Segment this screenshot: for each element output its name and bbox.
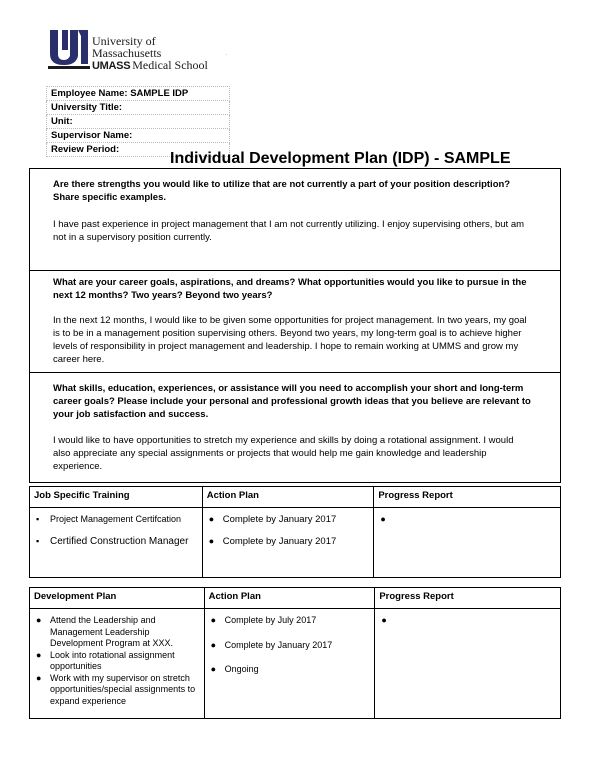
logo-text xyxy=(92,35,208,72)
logo-bar xyxy=(48,66,90,69)
bullet-icon: ▪ xyxy=(36,514,40,524)
list-item: ● Attend the Leadership and Management Leadership Development Program at XXX. xyxy=(36,615,174,648)
list-item: ● Complete by January 2017 xyxy=(208,535,337,547)
question-2: What are your career goals, aspirations, and dreams? What opportunities would you like to pursue in the next 12 months? Two years? Beyond two years? xyxy=(53,277,527,301)
bullet-icon: ● xyxy=(210,664,217,674)
bullet-icon: ● xyxy=(210,615,217,625)
bullet-icon: ● xyxy=(210,639,217,650)
list-item: ● Complete by January 2017 xyxy=(208,514,337,525)
list-item: ● Work with my supervisor on stretch opportunities/special assignments to expand experience xyxy=(36,672,196,706)
list-item: ● Ongoing xyxy=(210,664,259,674)
document-title: Individual Development Plan (IDP) - SAMPLE xyxy=(170,150,511,167)
supervisor-name-field: Supervisor Name: xyxy=(47,129,230,143)
logo-line-1: University of xyxy=(92,34,156,48)
employee-name-field: Employee Name: SAMPLE IDP xyxy=(47,87,230,101)
list-item: ● Look into rotational assignment opportunities xyxy=(36,649,175,671)
dotted-mark: · xyxy=(225,50,228,59)
bullet-icon: ▪ xyxy=(36,535,40,546)
development-table xyxy=(29,587,561,719)
bullet-icon: ● xyxy=(36,649,42,660)
question-divider-2 xyxy=(29,372,561,373)
employee-info-table xyxy=(46,86,230,157)
bullet-icon: ● xyxy=(380,514,386,524)
answer-2: In the next 12 months, I would like to be given some opportunities for project management. In two years, my goal is to be in a management position supervising others. Beyond two years, my long-term goal is to achieve higher levels of responsibility in project management and leadership. I hope to remain working at UMMS and grow my career here. xyxy=(53,315,527,365)
question-divider-1 xyxy=(29,270,561,271)
list-item: ● Complete by January 2017 xyxy=(210,639,333,650)
answer-3: I would like to have opportunities to stretch my experience and skills by doing a rotational assignment. I would also appreciate any special assignments or projects that would help me gain knowledge and leadership experience. xyxy=(53,435,514,472)
question-1: Are there strengths you would like to utilize that are not currently a part of your position description? Share specific examples. xyxy=(53,179,511,203)
training-header: Job Specific Training xyxy=(30,487,203,508)
university-title-field: University Title: xyxy=(47,101,230,115)
development-header: Development Plan xyxy=(30,588,205,609)
list-item: ▪ Project Management Certifcation xyxy=(36,514,182,524)
training-progress-header: Progress Report xyxy=(374,487,561,508)
development-progress-header: Progress Report xyxy=(375,588,561,609)
answer-1: I have past experience in project management that I am not currently utilizing. I enjoy supervising others, but am not in a supervisory position currently. xyxy=(53,219,525,243)
logo-umass: UMASS xyxy=(92,60,131,72)
bullet-icon: ● xyxy=(208,535,215,546)
logo-line-2: Massachusetts xyxy=(92,46,162,60)
review-period-field: Review Period: xyxy=(47,143,230,157)
training-table xyxy=(29,486,561,578)
logo-line-3: Medical School xyxy=(132,58,208,72)
bullet-icon: ● xyxy=(381,615,387,625)
question-3: What skills, education, experiences, or assistance will you need to accomplish your short and long-term career goals? Please include your personal and professional growth ideas that you believe are relevant to your job satisfaction and success. xyxy=(53,383,531,420)
umass-logo-icon xyxy=(48,28,90,66)
bullet-icon: ● xyxy=(36,672,42,683)
list-item: ● Complete by July 2017 xyxy=(210,615,317,625)
unit-field: Unit: xyxy=(47,115,230,129)
list-item: ▪ Certified Construction Manager xyxy=(36,535,189,547)
training-action-header: Action Plan xyxy=(202,487,374,508)
bullet-icon: ● xyxy=(36,615,42,625)
bullet-icon: ● xyxy=(208,514,215,524)
development-action-header: Action Plan xyxy=(204,588,375,609)
